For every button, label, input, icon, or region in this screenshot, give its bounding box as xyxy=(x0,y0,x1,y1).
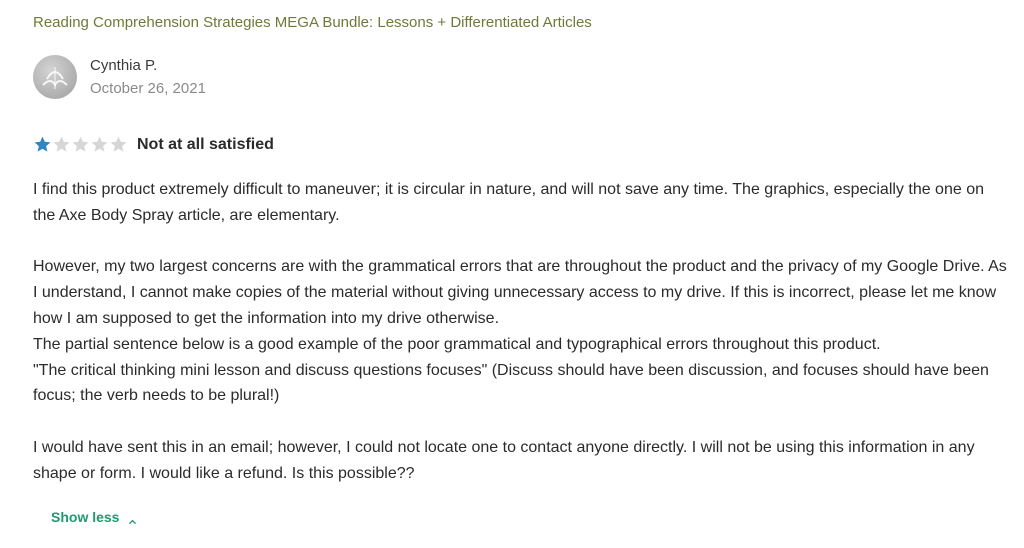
star-icon-3 xyxy=(71,135,90,154)
review-paragraph: I would have sent this in an email; however, I could not locate one to contact anyone directly. I will not be using this information in any shape or form. I would like a refund. Is this possible?? xyxy=(33,438,975,482)
show-less-button[interactable] xyxy=(51,509,137,525)
star-icon-1 xyxy=(33,135,52,154)
reviewer-name: Cynthia P. xyxy=(90,57,158,74)
review-paragraph: However, my two largest concerns are with the grammatical errors that are throughout the product and the privacy of my Google Drive. As I understand, I cannot make copies of the material without giving unnecessary access to my drive. If this is incorrect, please let me know how I am supposed to get the information into my drive otherwise. xyxy=(33,258,1007,327)
reviewer-info xyxy=(33,55,206,99)
review-paragraph: The partial sentence below is a good example of the poor grammatical and typographical errors throughout this product. xyxy=(33,335,881,353)
star-icon-2 xyxy=(52,135,71,154)
star-icon-4 xyxy=(90,135,109,154)
reviewer-meta xyxy=(90,57,206,98)
star-rating xyxy=(33,135,128,154)
review-date: October 26, 2021 xyxy=(90,80,206,97)
review-paragraph: "The critical thinking mini lesson and discuss questions focuses" (Discuss should have been discussion, and focuses should have been focus; the verb needs to be plural!) xyxy=(33,361,989,405)
star-icon-5 xyxy=(109,135,128,154)
product-title-link[interactable]: Reading Comprehension Strategies MEGA Bundle: Lessons + Differentiated Articles xyxy=(33,14,592,31)
review-paragraph: I find this product extremely difficult to maneuver; it is circular in nature, and will not save any time. The graphics, especially the one on the Axe Body Spray article, are elementary. xyxy=(33,181,984,224)
chevron-up-icon xyxy=(128,513,137,522)
rating-row xyxy=(33,135,274,154)
default-avatar-icon xyxy=(33,55,77,99)
review-text xyxy=(33,177,1008,487)
show-less-label: Show less xyxy=(51,509,120,525)
rating-label: Not at all satisfied xyxy=(137,135,274,153)
avatar xyxy=(33,55,77,99)
